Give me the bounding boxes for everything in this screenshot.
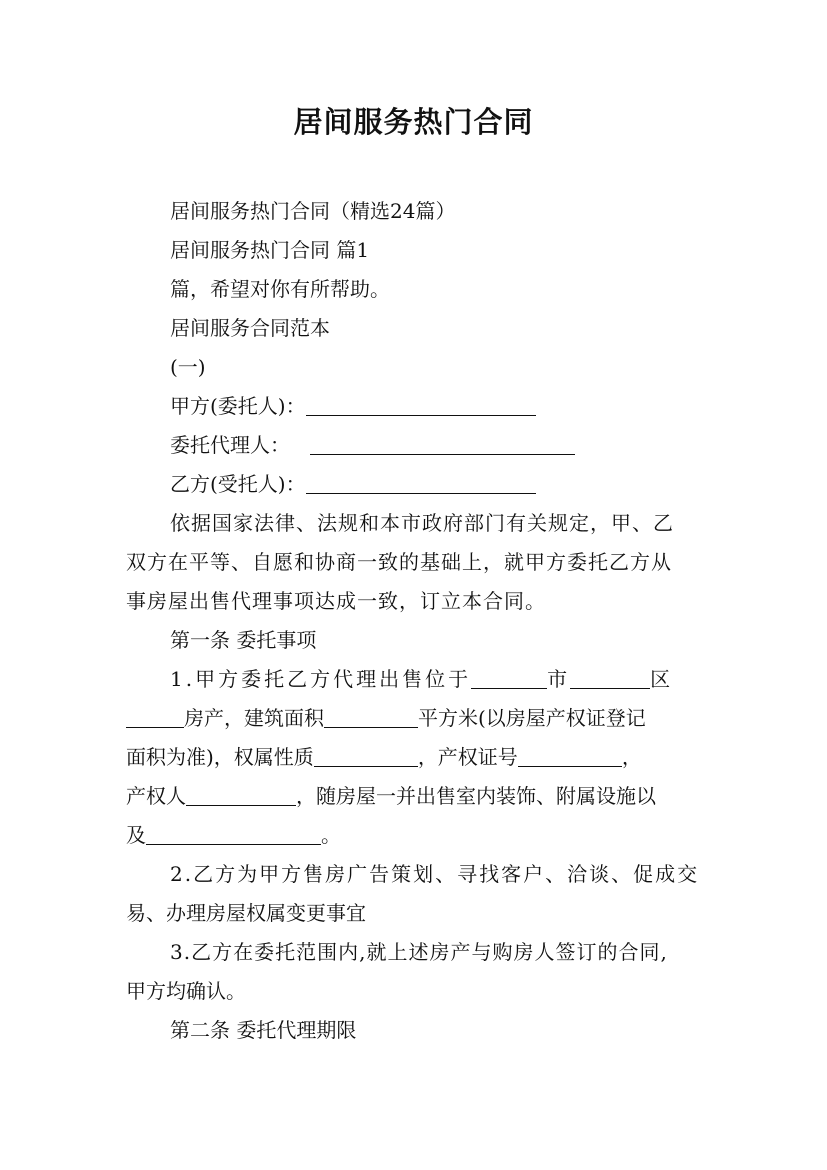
part-number: (一): [170, 355, 206, 379]
certificate-number-blank: [518, 744, 622, 767]
party-a-blank: [306, 393, 536, 416]
party-b-blank: [306, 471, 536, 494]
subtitle-line: 居间服务热门合同（精选24篇）: [170, 199, 456, 223]
clause-1-line-5: [126, 816, 706, 854]
document-title: 居间服务热门合同: [293, 105, 534, 139]
clause-1-text-i: 产权人: [126, 784, 186, 808]
party-b-row: [170, 465, 750, 503]
party-b-label: 乙方(受托人)：: [170, 472, 306, 496]
intro-line: 篇，希望对你有所帮助。: [170, 277, 390, 301]
clause-1-text-b: 市: [547, 667, 571, 691]
clause-1-text-j: ，随房屋一并出售室内装饰、附属设施以: [296, 784, 656, 808]
clause-3-line-2: 甲方均确认。: [126, 979, 246, 1003]
owner-blank: [186, 783, 296, 806]
address-blank: [126, 705, 184, 728]
party-a-row: [170, 387, 750, 425]
agent-label: 委托代理人：: [170, 433, 290, 457]
clause-3-line-1: 3.乙方在委托范围内,就上述房产与购房人签订的合同,: [170, 940, 668, 964]
ownership-type-blank: [314, 744, 418, 767]
clause-1-line-3: [126, 738, 706, 776]
city-blank: [471, 666, 547, 689]
facilities-blank: [146, 822, 321, 845]
preamble-line-1: 依据国家法律、法规和本市政府部门有关规定，甲、乙: [170, 511, 674, 535]
section-heading: 居间服务热门合同 篇1: [170, 238, 370, 262]
clause-1-text-d: 房产，建筑面积: [184, 706, 324, 730]
clause-1-text-k: 及: [126, 823, 146, 847]
district-blank: [570, 666, 650, 689]
template-heading: 居间服务合同范本: [170, 316, 330, 340]
clause-1-text-h: ，: [621, 745, 642, 769]
area-blank: [324, 705, 418, 728]
article-1-title: 第一条 委托事项: [170, 628, 317, 652]
clause-1-line-1: [170, 660, 750, 698]
clause-2-line-2: 易、办理房屋权属变更事宜: [126, 901, 366, 925]
clause-1-text-f: 面积为准)，权属性质: [126, 745, 314, 769]
party-a-label: 甲方(委托人)：: [170, 394, 306, 418]
clause-1-text-g: ，产权证号: [417, 745, 518, 769]
clause-2-line-1: 2.乙方为甲方售房广告策划、寻找客户、洽谈、促成交: [170, 862, 700, 886]
clause-1-text-l: 。: [321, 823, 341, 847]
clause-1-line-2: [126, 699, 706, 737]
clause-1-text-e: 平方米(以房屋产权证登记: [418, 706, 646, 730]
preamble-line-2: 双方在平等、自愿和协商一致的基础上，就甲方委托乙方从: [126, 550, 672, 574]
agent-blank: [310, 432, 575, 455]
clause-1-text-a: 1.甲方委托乙方代理出售位于: [170, 667, 472, 691]
agent-row: [170, 426, 750, 464]
article-2-title: 第二条 委托代理期限: [170, 1018, 357, 1042]
clause-1-line-4: [126, 777, 706, 815]
preamble-line-3: 事房屋出售代理事项达成一致，订立本合同。: [126, 589, 546, 613]
clause-1-text-c: 区: [650, 667, 674, 691]
